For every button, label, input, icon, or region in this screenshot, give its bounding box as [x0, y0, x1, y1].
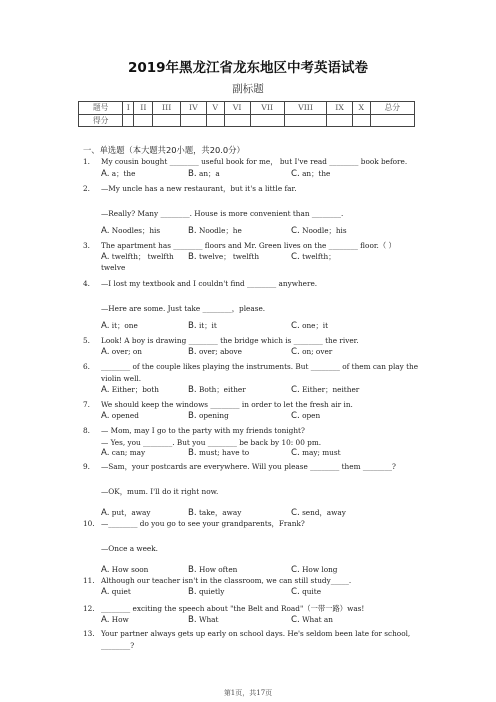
answer-option	[101, 508, 150, 518]
option-letter: C.	[291, 385, 300, 395]
score-table-score-cell	[327, 114, 353, 127]
option-letter: A.	[101, 347, 110, 357]
option-letter: B.	[188, 347, 197, 357]
score-table-header-cell: 总分	[370, 102, 414, 115]
answer-option	[188, 169, 220, 179]
question-number: 10.	[83, 519, 95, 528]
score-table	[78, 101, 415, 127]
question-number: 8.	[83, 426, 90, 435]
score-table-header-row	[79, 102, 415, 115]
option-text: over; above	[198, 347, 242, 356]
question-text: —Really? Many ________. House is more convenient than ________.	[101, 209, 344, 218]
answer-option	[291, 508, 346, 518]
option-letter: A.	[101, 321, 110, 331]
question-number: 12.	[83, 604, 95, 613]
option-text: Noodles；his	[111, 226, 161, 235]
option-text: Either；neither	[302, 385, 360, 394]
score-table-header-cell: III	[153, 102, 180, 115]
option-text: How often	[198, 565, 238, 574]
option-text: How	[111, 615, 129, 624]
option-letter: C.	[291, 252, 300, 262]
option-letter: A.	[101, 169, 110, 179]
option-letter: A.	[101, 615, 110, 625]
question-text: —Once a week.	[101, 544, 158, 553]
option-letter: A.	[101, 508, 110, 518]
question-text: ________?	[101, 641, 135, 650]
option-text: quiet	[111, 587, 131, 596]
question-text: —Sam，your postcards are everywhere. Will you please ________ them ________?	[101, 462, 396, 471]
answer-option	[291, 587, 321, 597]
option-text: must; have to	[198, 448, 250, 457]
question-text: ________ exciting the speech about "the Belt and Road"（一带一路）was!	[101, 604, 365, 613]
option-letter: B.	[188, 448, 197, 458]
option-letter: B.	[188, 565, 197, 575]
answer-option	[188, 615, 218, 625]
answer-option	[291, 385, 359, 395]
option-letter: C.	[291, 587, 300, 597]
option-text: opening	[198, 411, 229, 420]
option-text: twelve； twelfth	[198, 252, 260, 261]
option-text: one；it	[302, 321, 329, 330]
option-letter: B.	[188, 252, 197, 262]
option-letter: C.	[291, 411, 300, 421]
option-letter: C.	[291, 169, 300, 179]
option-text: put，away	[111, 508, 151, 517]
score-table-score-cell	[370, 114, 414, 127]
answer-option	[188, 252, 259, 262]
answer-option	[188, 448, 249, 458]
score-table-score-cell	[206, 114, 224, 127]
option-text: How long	[302, 565, 338, 574]
answer-option	[291, 169, 330, 179]
answer-option	[188, 587, 224, 597]
answer-option	[291, 226, 347, 236]
option-text: Noodle；his	[302, 226, 347, 235]
question-number: 6.	[83, 362, 90, 371]
question-text: —I lost my textbook and I couldn't find ________ anywhere.	[101, 279, 318, 288]
question-text: —OK，mum. I'll do it right now.	[101, 487, 219, 496]
option-text: it；it	[198, 321, 217, 330]
option-letter: A.	[101, 448, 110, 458]
question-number: 11.	[83, 576, 95, 585]
score-table-score-cell	[134, 114, 153, 127]
option-letter: B.	[188, 385, 197, 395]
answer-option	[101, 252, 174, 262]
answer-option	[101, 565, 148, 575]
score-table-score-cell	[153, 114, 180, 127]
option-text: a；the	[111, 169, 136, 178]
option-text: quite	[302, 587, 322, 596]
option-text: twelfth；	[302, 252, 336, 261]
question-text: Your partner always gets up early on school days. He's seldom been late for school,	[101, 629, 411, 638]
option-letter: C.	[291, 448, 300, 458]
question-text: —Here are some. Just take ________，please.	[101, 304, 266, 313]
option-text: an；a	[198, 169, 220, 178]
score-table-header-cell: VII	[250, 102, 284, 115]
score-table-header-cell: IV	[180, 102, 206, 115]
answer-option	[291, 411, 320, 421]
score-table-score-row	[79, 114, 415, 127]
question-text: — Yes, you ________. But you ________ be back by 10: 00 pm.	[101, 438, 322, 447]
answer-option	[188, 347, 242, 357]
option-letter: C.	[291, 508, 300, 518]
question-number: 1.	[83, 157, 90, 166]
option-letter: C.	[291, 565, 300, 575]
score-table-header-cell: X	[353, 102, 371, 115]
option-letter: B.	[188, 169, 197, 179]
option-letter: C.	[291, 321, 300, 331]
answer-option	[101, 169, 135, 179]
answer-option	[101, 615, 129, 625]
option-letter: A.	[101, 587, 110, 597]
question-text: The apartment has ________ floors and Mr. Green lives on the ________ floor.（ ）	[101, 241, 396, 250]
question-text: ________ of the couple likes playing the instruments. But ________ of them can play the	[101, 362, 419, 371]
option-text: on; over	[302, 347, 333, 356]
score-table-score-cell	[123, 114, 134, 127]
option-text: opened	[111, 411, 139, 420]
answer-option	[291, 252, 336, 262]
option-text: How soon	[111, 565, 149, 574]
answer-option	[291, 321, 328, 331]
option-text: can; may	[111, 448, 146, 457]
question-text: My cousin bought ________ useful book for me， but I've read ________ book before.	[101, 157, 408, 166]
answer-option	[291, 448, 341, 458]
question-number: 4.	[83, 279, 90, 288]
score-table-score-cell: 得分	[79, 114, 123, 127]
option-letter: B.	[188, 321, 197, 331]
option-text: an；the	[302, 169, 331, 178]
option-letter: B.	[188, 226, 197, 236]
question-number: 5.	[83, 336, 90, 345]
option-text: twelfth； twelfth	[111, 252, 174, 261]
score-table-header-cell: I	[123, 102, 134, 115]
answer-option	[101, 587, 131, 597]
score-table-score-cell	[224, 114, 250, 127]
option-letter: A.	[101, 252, 110, 262]
answer-option	[188, 321, 217, 331]
option-text: quietly	[198, 587, 225, 596]
score-table-header-cell: 题号	[79, 102, 123, 115]
answer-option	[291, 565, 337, 575]
page-footer: 第1页，共17页	[223, 689, 273, 697]
question-text: violin well.	[101, 374, 142, 383]
answer-option	[101, 226, 160, 236]
answer-option	[188, 411, 229, 421]
option-letter: B.	[188, 411, 197, 421]
option-letter: B.	[188, 587, 197, 597]
answer-option	[101, 385, 159, 395]
option-text: it；one	[111, 321, 138, 330]
option-text: take，away	[198, 508, 242, 517]
question-number: 9.	[83, 462, 90, 471]
option-text: Either；both	[111, 385, 159, 394]
answer-option	[188, 385, 246, 395]
score-table-header-cell: II	[134, 102, 153, 115]
question-text: We should keep the windows ________ in order to let the fresh air in.	[101, 400, 353, 409]
question-text: —________ do you go to see your grandparents，Frank?	[101, 519, 305, 528]
score-table-score-cell	[284, 114, 326, 127]
score-table-header-cell: V	[206, 102, 224, 115]
exam-subtitle: 副标题	[232, 83, 264, 95]
answer-option	[291, 615, 333, 625]
score-table-header-cell: VI	[224, 102, 250, 115]
score-table-score-cell	[250, 114, 284, 127]
answer-option	[188, 226, 242, 236]
option-letter: A.	[101, 565, 110, 575]
option-letter: A.	[101, 226, 110, 236]
option-letter: A.	[101, 385, 110, 395]
answer-option	[101, 411, 139, 421]
question-text: Look! A boy is drawing ________ the bridge which is ________ the river.	[101, 336, 359, 345]
option-text: send，away	[302, 508, 346, 517]
question-text: — Mom, may I go to the party with my friends tonight?	[101, 426, 305, 435]
score-table-score-cell	[180, 114, 206, 127]
question-number: 3.	[83, 241, 90, 250]
exam-title: 2019年黑龙江省龙东地区中考英语试卷	[127, 60, 369, 76]
answer-option	[101, 347, 142, 357]
answer-option	[188, 508, 241, 518]
question-number: 2.	[83, 184, 90, 193]
answer-option	[101, 321, 138, 331]
option-letter: C.	[291, 615, 300, 625]
option-text: over; on	[111, 347, 142, 356]
question-text: —My uncle has a new restaurant，but it's a little far.	[101, 184, 297, 193]
option-letter: C.	[291, 347, 300, 357]
question-number: 7.	[83, 400, 90, 409]
option-letter: A.	[101, 411, 110, 421]
option-text: Noodle；he	[198, 226, 242, 235]
answer-option	[188, 565, 237, 575]
section-title: 一、单选题（本大题共20小题，共20.0分）	[83, 145, 245, 155]
answer-option	[291, 347, 332, 357]
option-text: open	[302, 411, 321, 420]
option-letter: C.	[291, 226, 300, 236]
option-text: Both；either	[198, 385, 246, 394]
option-letter: B.	[188, 508, 197, 518]
score-table-score-cell	[353, 114, 371, 127]
option-continuation: twelve	[101, 263, 126, 272]
score-table-header-cell: VIII	[284, 102, 326, 115]
option-text: What	[198, 615, 219, 624]
question-text: Although our teacher isn't in the classroom, we can still study_____.	[101, 576, 352, 585]
score-table-header-cell: IX	[327, 102, 353, 115]
answer-option	[101, 448, 145, 458]
option-letter: B.	[188, 615, 197, 625]
option-text: What an	[302, 615, 333, 624]
option-text: may; must	[302, 448, 341, 457]
question-number: 13.	[83, 629, 95, 638]
